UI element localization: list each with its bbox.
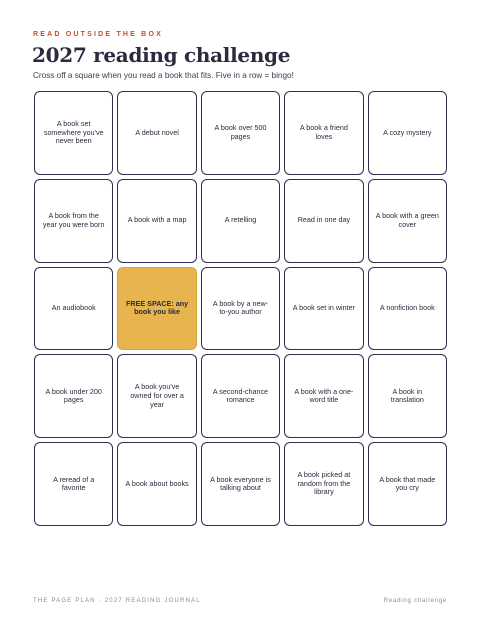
bingo-cell-label: A book under 200 pages: [45, 386, 102, 405]
footer-left-text: THE PAGE PLAN · 2027 READING JOURNAL: [33, 598, 201, 604]
bingo-cell-label: A book set somewhere you've never been: [43, 119, 104, 146]
free-space-cell[interactable]: [117, 267, 196, 351]
bingo-cell-label: A retelling: [224, 215, 257, 225]
free-space-label: FREE SPACE: any book you like: [126, 298, 189, 317]
page-title: 2027 reading challenge: [32, 43, 291, 67]
bingo-cell-label: A book picked at random from the library: [297, 470, 351, 497]
bingo-cell-label: A nonfiction book: [379, 303, 435, 313]
bingo-cell-label: A book in translation: [390, 386, 424, 405]
bingo-cell[interactable]: [368, 267, 447, 351]
bingo-cell-label: A book that made you cry: [379, 474, 436, 493]
bingo-cell[interactable]: [284, 442, 363, 526]
bingo-cell-label: A book about books: [125, 478, 189, 488]
bingo-cell[interactable]: [201, 442, 280, 526]
bingo-cell-label: A cozy mystery: [383, 127, 432, 137]
bingo-cell[interactable]: [34, 267, 113, 351]
footer-right-text: Reading challenge: [383, 598, 447, 604]
bingo-cell[interactable]: [117, 442, 196, 526]
bingo-cell[interactable]: [284, 354, 363, 438]
bingo-cell[interactable]: [34, 179, 113, 263]
bingo-cell[interactable]: [368, 442, 447, 526]
bingo-cell-label: A book by a new-to-you author: [212, 298, 269, 317]
bingo-cell[interactable]: [117, 179, 196, 263]
bingo-grid: [34, 91, 447, 526]
bingo-cell-label: A book from the year you were born: [42, 211, 105, 229]
bingo-cell[interactable]: [34, 442, 113, 526]
page-subtitle: Cross off a square when you read a book that fits. Five in a row = bingo!: [33, 71, 294, 80]
bingo-cell[interactable]: [284, 267, 363, 351]
bingo-cell[interactable]: [201, 354, 280, 438]
eyebrow-label: READ OUTSIDE THE BOX: [33, 31, 163, 38]
bingo-cell-label: A second-chance romance: [212, 386, 269, 405]
bingo-cell-label: A book with a map: [127, 215, 187, 225]
bingo-cell-label: A book you've owned for over a year: [130, 382, 184, 409]
bingo-cell[interactable]: [201, 267, 280, 351]
bingo-cell[interactable]: [284, 91, 363, 175]
bingo-cell[interactable]: [117, 91, 196, 175]
bingo-cell-label: A book with a green cover: [375, 211, 439, 229]
bingo-cell-label: A book set in winter: [292, 303, 356, 313]
bingo-cell-label: A book with a one-word title: [294, 386, 354, 405]
bingo-cell[interactable]: [368, 91, 447, 175]
bingo-cell[interactable]: [34, 91, 113, 175]
bingo-cell[interactable]: [117, 354, 196, 438]
bingo-cell[interactable]: [201, 91, 280, 175]
bingo-cell-label: A book everyone is talking about: [210, 474, 271, 493]
bingo-cell[interactable]: [34, 354, 113, 438]
bingo-cell-label: A debut novel: [135, 127, 179, 137]
bingo-cell-label: A book a friend loves: [299, 123, 348, 141]
bingo-cell[interactable]: [368, 354, 447, 438]
bingo-cell[interactable]: [284, 179, 363, 263]
bingo-cell-label: A reread of a favorite: [53, 474, 95, 493]
bingo-cell-label: Read in one day: [297, 215, 351, 225]
bingo-cell[interactable]: [201, 179, 280, 263]
bingo-cell-label: An audiobook: [51, 303, 96, 313]
bingo-cell[interactable]: [368, 179, 447, 263]
bingo-cell-label: A book over 500 pages: [214, 123, 267, 141]
